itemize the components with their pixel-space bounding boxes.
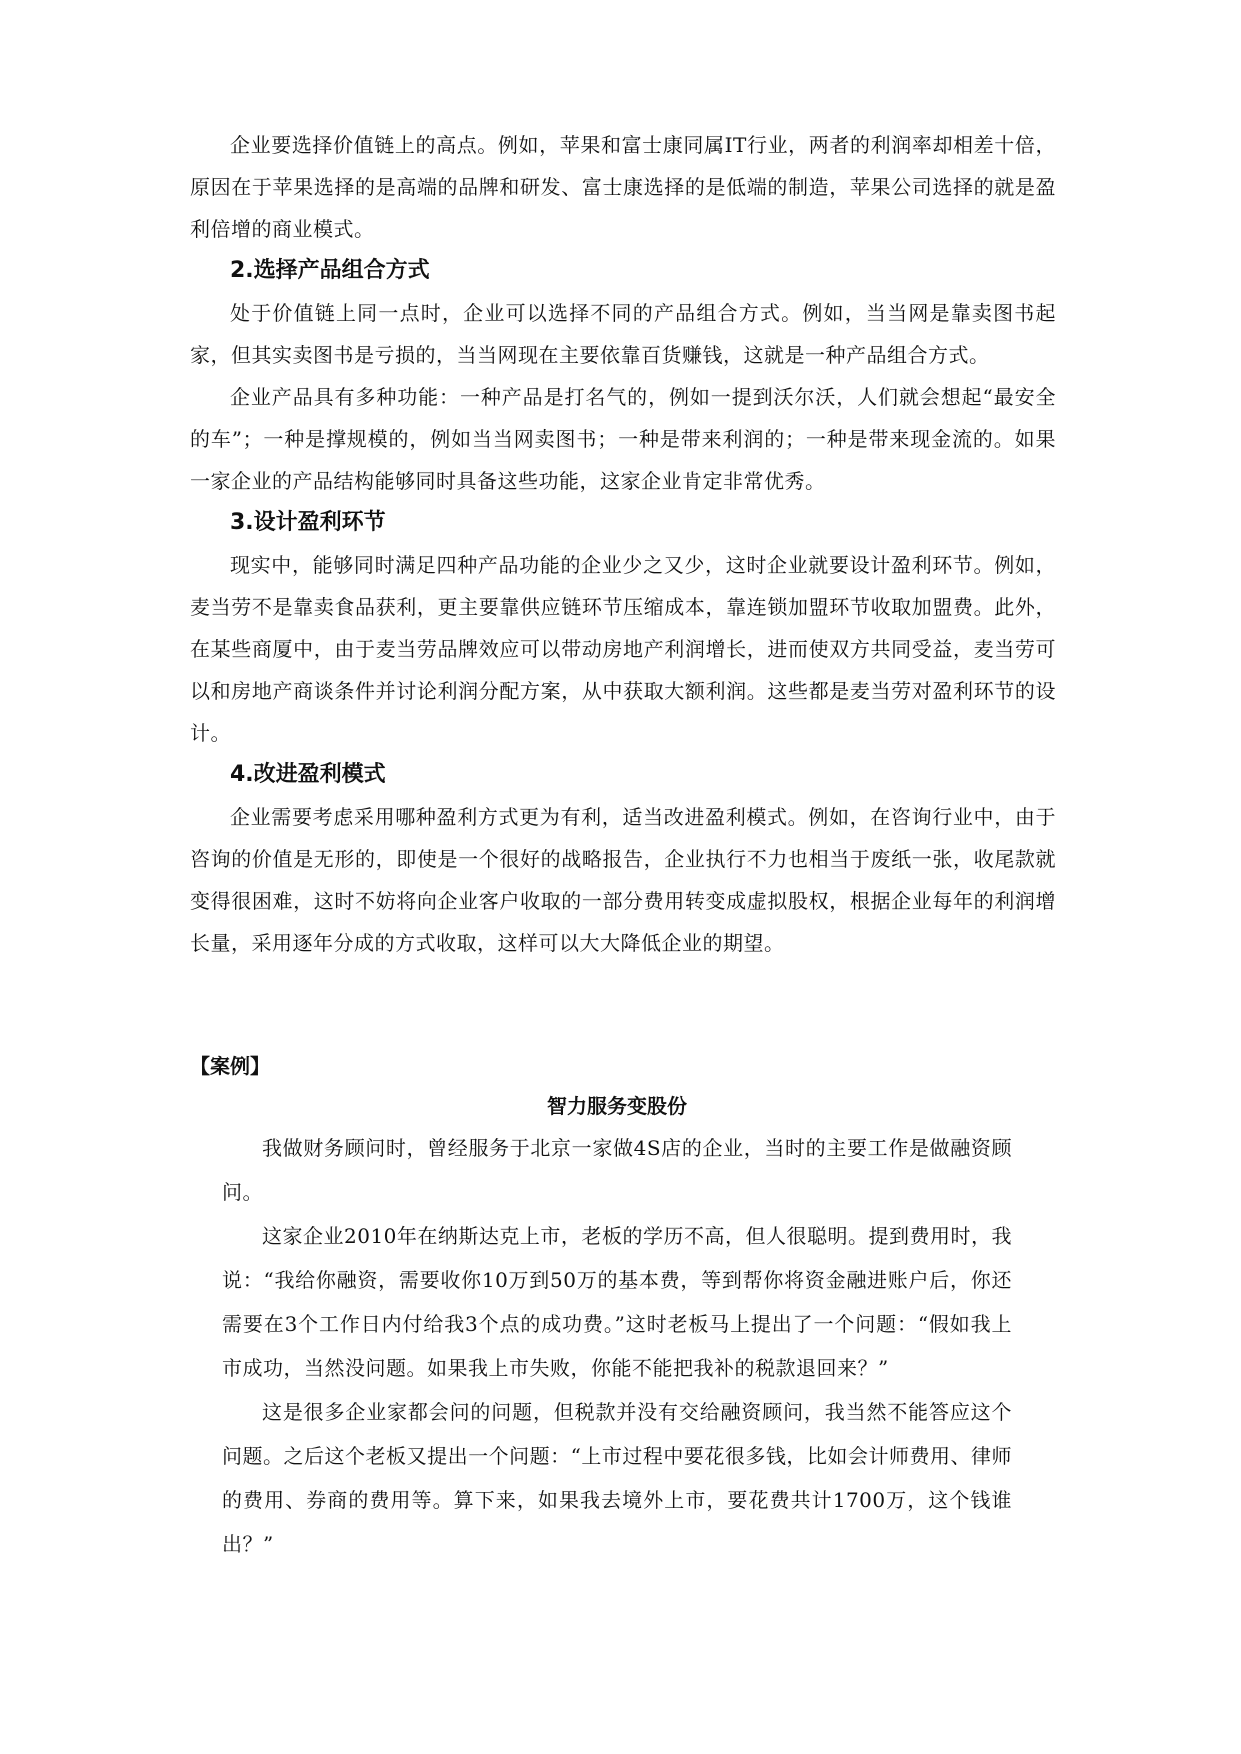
main-text-block	[190, 124, 1056, 964]
case-paragraph-1: 我做财务顾问时，曾经服务于北京一家做4S店的企业，当时的主要工作是做融资顾问。	[222, 1136, 1012, 1204]
paragraph-product-functions: 企业产品具有多种功能：一种产品是打名气的，例如一提到沃尔沃，人们就会想起“最安全的车”；一种是撑规模的，例如当当网卖图书；一种是带来利润的；一种是带来现金流的。如果一家企业的产品结构能够同时具备这些功能，这家企业肯定非常优秀。	[190, 385, 1056, 493]
paragraph-product-combination: 处于价值链上同一点时，企业可以选择不同的产品组合方式。例如，当当网是靠卖图书起家，但其实卖图书是亏损的，当当网现在主要依靠百货赚钱，这就是一种产品组合方式。	[190, 301, 1056, 367]
heading-product-combination: 2.选择产品组合方式	[230, 258, 430, 283]
paragraph-profit-links: 现实中，能够同时满足四种产品功能的企业少之又少，这时企业就要设计盈利环节。例如，麦当劳不是靠卖食品获利，更主要靠供应链环节压缩成本，靠连锁加盟环节收取加盟费。此外，在某些商厦中，由于麦当劳品牌效应可以带动房地产利润增长，进而使双方共同受益，麦当劳可以和房地产商谈条件并讨论利润分配方案，从中获取大额利润。这些都是麦当劳对盈利环节的设计。	[190, 553, 1056, 745]
paragraph-value-chain: 企业要选择价值链上的高点。例如，苹果和富士康同属IT行业，两者的利润率却相差十倍，原因在于苹果选择的是高端的品牌和研发、富士康选择的是低端的制造，苹果公司选择的就是盈利倍增的商业模式。	[190, 133, 1056, 241]
case-paragraph-2: 这家企业2010年在纳斯达克上市，老板的学历不高，但人很聪明。提到费用时，我说：“我给你融资，需要收你10万到50万的基本费，等到帮你将资金融进账户后，你还需要在3个工作日内付给我3个点的成功费。”这时老板马上提出了一个问题：“假如我上市成功，当然没问题。如果我上市失败，你能不能把我补的税款退回来？”	[222, 1224, 1012, 1380]
heading-improve-profit-model: 4.改进盈利模式	[230, 762, 386, 787]
case-study-block	[190, 1046, 1012, 1566]
case-title: 智力服务变股份	[547, 1094, 687, 1118]
case-label: 【案例】	[190, 1054, 270, 1078]
case-paragraph-3: 这是很多企业家都会问的问题，但税款并没有交给融资顾问，我当然不能答应这个问题。之后这个老板又提出一个问题：“上市过程中要花很多钱，比如会计师费用、律师的费用、券商的费用等。算下来，如果我去境外上市，要花费共计1700万，这个钱谁出？”	[222, 1400, 1012, 1556]
paragraph-improve-profit-model: 企业需要考虑采用哪种盈利方式更为有利，适当改进盈利模式。例如，在咨询行业中，由于咨询的价值是无形的，即使是一个很好的战略报告，企业执行不力也相当于废纸一张，收尾款就变得很困难，这时不妨将向企业客户收取的一部分费用转变成虚拟股权，根据企业每年的利润增长量，采用逐年分成的方式收取，这样可以大大降低企业的期望。	[190, 805, 1056, 955]
heading-profit-links: 3.设计盈利环节	[230, 510, 386, 535]
